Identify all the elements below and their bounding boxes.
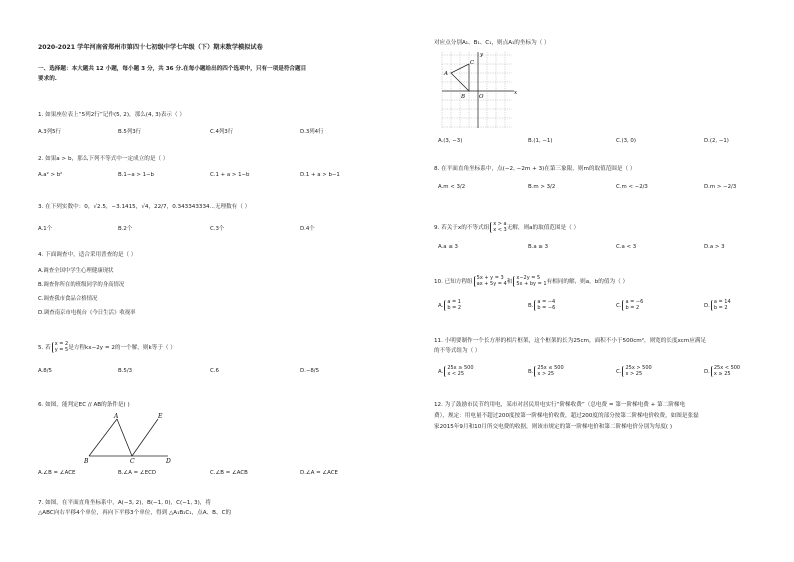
question-3-option-c: C.3个 <box>210 226 225 232</box>
question-7-stem: 7. 如图，在平面直角坐标系中，A(−3, 2)，B(−1, 0)，C(−1, 3)，将 <box>38 500 211 506</box>
question-12-stem-line2: 费），规定：用电量不超过200度按第一阶梯电价收费，超过200度的部分按第二阶梯电价收费，如图是张磊 <box>434 413 699 419</box>
question-7-grid-figure <box>434 50 520 130</box>
question-9-option-d: D.a > 3 <box>704 244 725 250</box>
question-4-option-a: A.调查全国中学生心理健康现状 <box>38 268 114 274</box>
figure-label-c: C <box>130 458 135 464</box>
question-6-option-b: B.∠A = ∠ECD <box>118 470 157 476</box>
question-2-option-b: B.1−a > 1−b <box>118 172 154 178</box>
question-9-option-b: B.a ≥ 3 <box>528 244 549 250</box>
origin-label: O <box>479 94 484 100</box>
question-2-option-d: D.1 + a > b−1 <box>300 172 340 178</box>
question-4-stem: 4. 下面调查中，适合采用普查的是（ ） <box>38 252 137 258</box>
question-8-stem: 8. 在平面直角坐标系中，点(−2, −2m + 3)在第三象限，则m的取值范围是（ ） <box>434 166 636 172</box>
question-9-system: x > a x < 3 <box>490 222 507 233</box>
question-1-option-c: C.4列3行 <box>210 129 234 135</box>
section-intro-line1: 一、选择题：本大题共 12 小题，每小题 3 分，共 36 分.在每小题给出的四个选项中，只有一项是符合题目 <box>38 66 307 72</box>
question-2-stem: 2. 如果a > b，那么下列不等式中一定成立的是（ ） <box>38 156 169 162</box>
question-7-option-b: B.(1, −1) <box>528 138 553 144</box>
question-8-option-d: D.m > −2/3 <box>704 184 737 190</box>
question-11-stem-line2: 的不等式组为（ ） <box>434 348 481 354</box>
point-label-b: B <box>461 94 466 100</box>
question-9-stem: 9. 若关于x的不等式组x > a x < 3无解，则a的取值范围是（ ） <box>434 221 580 233</box>
point-label-a: A <box>444 71 448 77</box>
question-7-option-d: D.(2, −1) <box>704 138 729 144</box>
question-10-option-d: D.a = 14 b = 2 <box>704 299 731 311</box>
question-7-stem-line2: △ABC向右平移4个单位，再向下平移3个单位，得到 △A₁B₁C₁，点A、B、C的 <box>38 510 232 516</box>
question-6-option-c: C.∠B = ∠ACB <box>210 470 248 476</box>
question-8-option-c: C.m < −2/3 <box>616 184 648 190</box>
question-10-option-a: A.a = 1 b = 2 <box>438 299 462 311</box>
question-5-option-d: D.−8/5 <box>300 368 320 374</box>
question-1-option-a: A.3列5行 <box>38 129 61 135</box>
question-3-option-d: D.4个 <box>300 226 315 232</box>
question-1-option-b: B.5列3行 <box>118 129 142 135</box>
page-title: 2020-2021 学年河南省郑州市第四十七初级中学七年级（下）期末数学模拟试卷 <box>38 44 263 51</box>
question-4-option-d: D.调查南京市电视台《今日生活》收视率 <box>38 310 136 316</box>
figure-label-e: E <box>158 413 163 420</box>
question-3-option-b: B.2个 <box>118 226 133 232</box>
question-11-option-b: B.25x ≤ 500 x > 25 <box>528 365 564 377</box>
question-11-option-c: C.25x > 500 x > 25 <box>616 365 652 377</box>
question-5-stem: 5. 若x = 2 y = 5是方程kx−2y = 2的一个解，则k等于（ ） <box>38 341 176 353</box>
question-10-system-1: 5x + y = 3 ax + 5y = 4 <box>474 276 507 287</box>
figure-label-d: D <box>166 458 171 464</box>
question-5-option-b: B.5/3 <box>118 368 133 374</box>
section-intro-line2: 要求的. <box>38 76 57 82</box>
axis-label-y: y <box>480 52 484 58</box>
question-11-option-d: D.25x < 500 x ≥ 25 <box>704 365 741 377</box>
question-2-option-a: A.a² > b² <box>38 172 63 178</box>
question-5-system: x = 2 y = 5 <box>52 342 69 353</box>
question-7-option-a: A.(3, −3) <box>438 138 463 144</box>
question-12-stem-line3: 家2015年9月和10月所交电费的收据，则该市规定的第一阶梯电价和第二阶梯电价分别为每度( ) <box>434 424 673 430</box>
question-3-option-a: A.1个 <box>38 226 53 232</box>
question-11-option-a: A.25x ≥ 500 x < 25 <box>438 365 474 377</box>
question-4-option-b: B.调查你所在的班级同学的身高情况 <box>38 282 125 288</box>
question-10-option-b: B.a = −4 b = −6 <box>528 299 556 311</box>
question-10-system-2: x−2y = 5 5x + by = 1 <box>513 276 546 287</box>
point-label-c: C <box>470 60 475 66</box>
axis-label-x: x <box>514 90 518 96</box>
question-7-option-c: C.(3, 0) <box>616 138 636 144</box>
question-5-option-a: A.8/5 <box>38 368 52 374</box>
question-10-stem: 10. 已知方程组5x + y = 3 ax + 5y = 4和x−2y = 5 5x + by = 1有相同的解，则a，b的值为（ ） <box>434 275 629 287</box>
question-1-option-d: D.3列4行 <box>300 129 324 135</box>
question-9-option-c: C.a < 3 <box>616 244 637 250</box>
question-12-stem: 12. 为了鼓励市民节约用电，某市对居民用电实行“阶梯收费”（总电费 = 第一阶梯电费 + 第二阶梯电 <box>434 402 686 408</box>
question-1-stem: 1. 如果座位表上“5列2行”记作(5, 2)，那么(4, 3)表示（ ） <box>38 112 185 118</box>
question-2-option-c: C.1 + a > 1−b <box>210 172 250 178</box>
question-3-stem: 3. 在下列实数中：0，√2.5，−3.1415，√4，22/7，0.343343334...无理数有（ ） <box>38 204 251 210</box>
question-7-stem-cont: 对应点分别A₁、B₁、C₁，则点A₁的坐标为（ ） <box>434 40 550 46</box>
question-6-stem: 6. 如图，能判定EC // AB的条件是( ) <box>38 402 130 408</box>
question-8-option-b: B.m > 3/2 <box>528 184 556 190</box>
question-6-option-a: A.∠B = ∠ACE <box>38 470 76 476</box>
figure-label-a: A <box>114 413 119 420</box>
question-4-option-c: C.调查我市食品合格情况 <box>38 296 98 302</box>
question-5-option-c: C.6 <box>210 368 219 374</box>
figure-label-b: B <box>84 458 89 464</box>
question-9-option-a: A.a ≤ 3 <box>438 244 458 250</box>
question-6-option-d: D.∠A = ∠ACE <box>300 470 338 476</box>
question-6-figure <box>84 412 174 464</box>
question-10-option-c: C.a = −6 b = 2 <box>616 299 644 311</box>
question-8-option-a: A.m < 3/2 <box>438 184 466 190</box>
question-11-stem: 11. 小明要制作一个长方形的相片框架，这个框架的长为25cm，面积不小于500cm²，则宽的长度xcm应满足 <box>434 338 707 344</box>
